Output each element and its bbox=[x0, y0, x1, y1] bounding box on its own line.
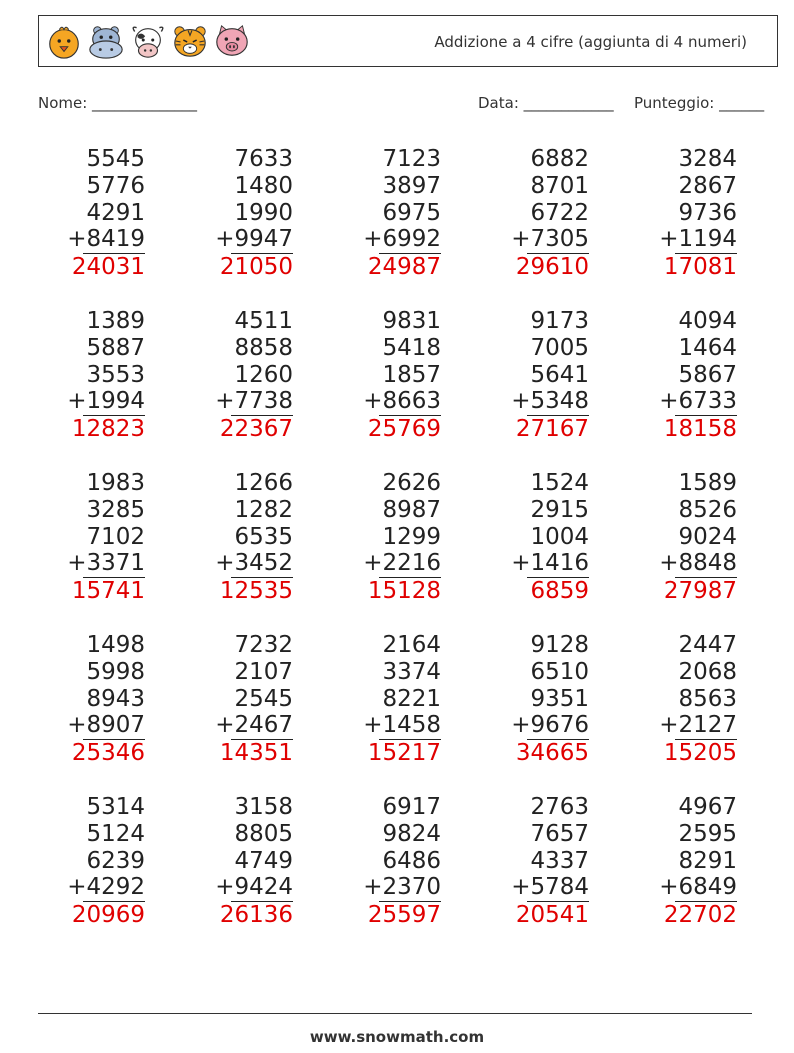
worksheet-title: Addizione a 4 cifre (aggiunta di 4 numeri) bbox=[434, 33, 747, 51]
addend: 9351 bbox=[530, 685, 589, 712]
addend: +9676 bbox=[511, 712, 589, 739]
addend: 6722 bbox=[530, 199, 589, 226]
answer: 24031 bbox=[71, 254, 145, 281]
answer: 14351 bbox=[219, 740, 293, 767]
addition-problem bbox=[33, 794, 145, 928]
addition-problem bbox=[477, 146, 589, 280]
addend: +8419 bbox=[67, 226, 145, 253]
addend: 1589 bbox=[678, 470, 737, 496]
answer: 24987 bbox=[367, 254, 441, 281]
addend: 1299 bbox=[382, 523, 441, 550]
answer: 25346 bbox=[71, 740, 145, 767]
addition-problem bbox=[477, 794, 589, 928]
addend: 2763 bbox=[530, 794, 589, 820]
addend: 8943 bbox=[86, 685, 145, 712]
addend: 2626 bbox=[382, 470, 441, 496]
addend: 7005 bbox=[530, 334, 589, 361]
addend: 5641 bbox=[530, 361, 589, 388]
footer-divider bbox=[38, 1013, 752, 1014]
addition-problem bbox=[329, 308, 441, 442]
addend: 3285 bbox=[86, 496, 145, 523]
addend: 1480 bbox=[234, 172, 293, 199]
addend: +2216 bbox=[363, 550, 441, 577]
answer: 26136 bbox=[219, 902, 293, 929]
answer: 17081 bbox=[663, 254, 737, 281]
addend: +5348 bbox=[511, 388, 589, 415]
addend: 1990 bbox=[234, 199, 293, 226]
addend: 3897 bbox=[382, 172, 441, 199]
addend: +6733 bbox=[659, 388, 737, 415]
addition-problem bbox=[477, 308, 589, 442]
answer: 18158 bbox=[663, 416, 737, 443]
addend: 7232 bbox=[234, 632, 293, 658]
addend: 1266 bbox=[234, 470, 293, 496]
addend: 1983 bbox=[86, 470, 145, 496]
addend: 8526 bbox=[678, 496, 737, 523]
answer: 12823 bbox=[71, 416, 145, 443]
chick-icon bbox=[45, 21, 83, 61]
addend: 3284 bbox=[678, 146, 737, 172]
addend: 8221 bbox=[382, 685, 441, 712]
addend: 7102 bbox=[86, 523, 145, 550]
addend: 3374 bbox=[382, 658, 441, 685]
addend: +7305 bbox=[511, 226, 589, 253]
answer: 25769 bbox=[367, 416, 441, 443]
addend: 5998 bbox=[86, 658, 145, 685]
addend: 5314 bbox=[86, 794, 145, 820]
addend: 1464 bbox=[678, 334, 737, 361]
tiger-icon bbox=[171, 21, 209, 61]
addend: 6239 bbox=[86, 847, 145, 874]
addend: 4094 bbox=[678, 308, 737, 334]
addend: +1416 bbox=[511, 550, 589, 577]
answer: 6859 bbox=[530, 578, 589, 605]
addend: 2107 bbox=[234, 658, 293, 685]
addend: 4749 bbox=[234, 847, 293, 874]
worksheet-header bbox=[38, 15, 778, 67]
addend: +7738 bbox=[215, 388, 293, 415]
addend: 4967 bbox=[678, 794, 737, 820]
addend: 9128 bbox=[530, 632, 589, 658]
addend: 3553 bbox=[86, 361, 145, 388]
addend: 5776 bbox=[86, 172, 145, 199]
addend: 2867 bbox=[678, 172, 737, 199]
addend: +8848 bbox=[659, 550, 737, 577]
addition-problem bbox=[329, 794, 441, 928]
addend: +1994 bbox=[67, 388, 145, 415]
addend: 5545 bbox=[86, 146, 145, 172]
answer: 20541 bbox=[515, 902, 589, 929]
addend: 4291 bbox=[86, 199, 145, 226]
addend: +3371 bbox=[67, 550, 145, 577]
addition-problem bbox=[33, 308, 145, 442]
addend: 1524 bbox=[530, 470, 589, 496]
name-field: Nome: ______________ bbox=[38, 94, 198, 112]
addend: 6917 bbox=[382, 794, 441, 820]
addend: +6849 bbox=[659, 874, 737, 901]
addend: 8701 bbox=[530, 172, 589, 199]
answer: 27987 bbox=[663, 578, 737, 605]
addend: +4292 bbox=[67, 874, 145, 901]
addend: +2127 bbox=[659, 712, 737, 739]
addend: 9824 bbox=[382, 820, 441, 847]
answer: 21050 bbox=[219, 254, 293, 281]
pig-icon bbox=[213, 21, 251, 61]
addend: 2545 bbox=[234, 685, 293, 712]
addend: 5124 bbox=[86, 820, 145, 847]
addend: 6486 bbox=[382, 847, 441, 874]
addend: 7657 bbox=[530, 820, 589, 847]
addend: 4337 bbox=[530, 847, 589, 874]
addition-problem bbox=[329, 632, 441, 766]
addition-problem bbox=[181, 632, 293, 766]
addend: 6975 bbox=[382, 199, 441, 226]
addend: +8663 bbox=[363, 388, 441, 415]
addition-problem bbox=[625, 470, 737, 604]
score-field: Punteggio: ______ bbox=[634, 94, 765, 112]
addend: +9424 bbox=[215, 874, 293, 901]
addition-problem bbox=[181, 794, 293, 928]
addend: 1498 bbox=[86, 632, 145, 658]
addend: 8987 bbox=[382, 496, 441, 523]
addend: 2595 bbox=[678, 820, 737, 847]
answer: 15741 bbox=[71, 578, 145, 605]
addend: 1260 bbox=[234, 361, 293, 388]
addend: +6992 bbox=[363, 226, 441, 253]
answer: 12535 bbox=[219, 578, 293, 605]
answer: 22367 bbox=[219, 416, 293, 443]
addend: 3158 bbox=[234, 794, 293, 820]
addition-problem bbox=[477, 632, 589, 766]
addition-problem bbox=[329, 146, 441, 280]
addition-problem bbox=[181, 146, 293, 280]
addend: 6510 bbox=[530, 658, 589, 685]
addition-problem bbox=[33, 632, 145, 766]
addend: 9736 bbox=[678, 199, 737, 226]
addend: 1389 bbox=[86, 308, 145, 334]
answer: 22702 bbox=[663, 902, 737, 929]
addition-problem bbox=[625, 632, 737, 766]
addend: 2068 bbox=[678, 658, 737, 685]
hippo-icon bbox=[87, 21, 125, 61]
addend: 2915 bbox=[530, 496, 589, 523]
addend: +5784 bbox=[511, 874, 589, 901]
answer: 15205 bbox=[663, 740, 737, 767]
animal-icons bbox=[45, 21, 251, 63]
footer-website: www.snowmath.com bbox=[309, 1028, 485, 1046]
addition-problem bbox=[181, 308, 293, 442]
addend: +2467 bbox=[215, 712, 293, 739]
addend: 6535 bbox=[234, 523, 293, 550]
addend: 8805 bbox=[234, 820, 293, 847]
addend: 8563 bbox=[678, 685, 737, 712]
addend: 4511 bbox=[234, 308, 293, 334]
addend: 8858 bbox=[234, 334, 293, 361]
addend: 1004 bbox=[530, 523, 589, 550]
answer: 20969 bbox=[71, 902, 145, 929]
addition-problem bbox=[33, 470, 145, 604]
addend: +2370 bbox=[363, 874, 441, 901]
answer: 34665 bbox=[515, 740, 589, 767]
addend: 9173 bbox=[530, 308, 589, 334]
addend: +3452 bbox=[215, 550, 293, 577]
addend: +1194 bbox=[659, 226, 737, 253]
addition-problem bbox=[625, 308, 737, 442]
answer: 15217 bbox=[367, 740, 441, 767]
addition-problem bbox=[181, 470, 293, 604]
addend: 5887 bbox=[86, 334, 145, 361]
answer: 25597 bbox=[367, 902, 441, 929]
answer: 29610 bbox=[515, 254, 589, 281]
addend: 8291 bbox=[678, 847, 737, 874]
answer: 27167 bbox=[515, 416, 589, 443]
addition-problem bbox=[625, 146, 737, 280]
addend: +1458 bbox=[363, 712, 441, 739]
addend: 5867 bbox=[678, 361, 737, 388]
addition-problem bbox=[625, 794, 737, 928]
addend: 6882 bbox=[530, 146, 589, 172]
date-field: Data: ____________ bbox=[478, 94, 614, 112]
addend: +8907 bbox=[67, 712, 145, 739]
addend: +9947 bbox=[215, 226, 293, 253]
addend: 7633 bbox=[234, 146, 293, 172]
cow-icon bbox=[129, 21, 167, 61]
addition-problem bbox=[477, 470, 589, 604]
answer: 15128 bbox=[367, 578, 441, 605]
addend: 7123 bbox=[382, 146, 441, 172]
addend: 9024 bbox=[678, 523, 737, 550]
addend: 1857 bbox=[382, 361, 441, 388]
addition-problem bbox=[33, 146, 145, 280]
addend: 2447 bbox=[678, 632, 737, 658]
addend: 9831 bbox=[382, 308, 441, 334]
addition-problem bbox=[329, 470, 441, 604]
addend: 1282 bbox=[234, 496, 293, 523]
addend: 2164 bbox=[382, 632, 441, 658]
addend: 5418 bbox=[382, 334, 441, 361]
